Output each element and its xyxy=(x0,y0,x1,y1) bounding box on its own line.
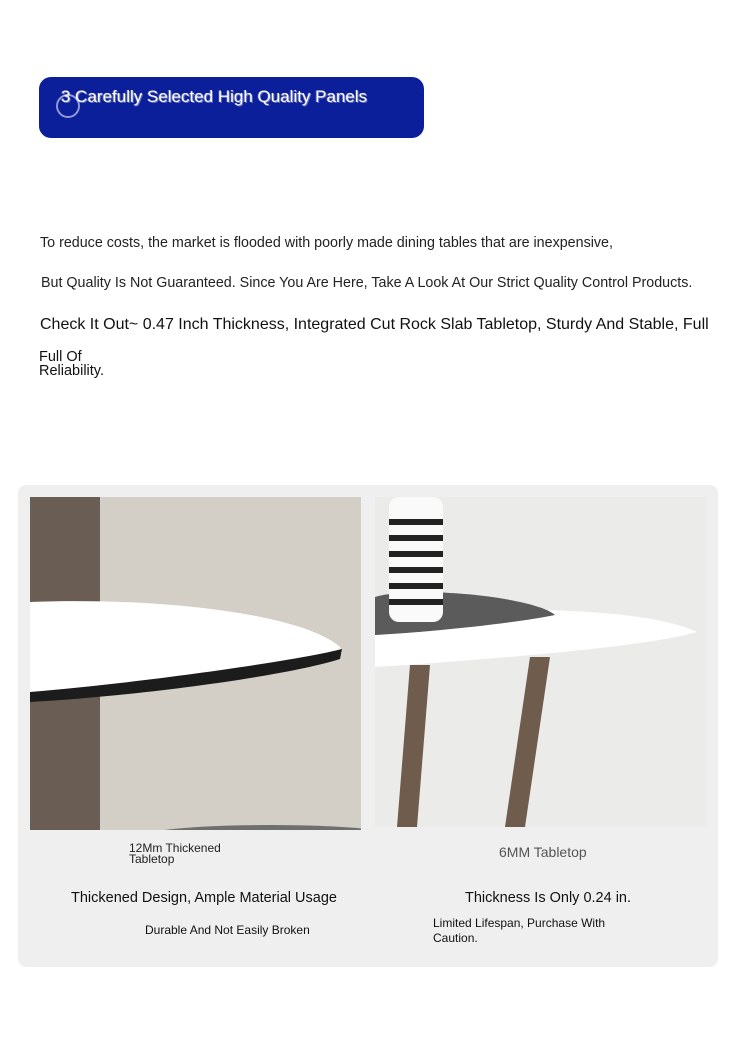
right-feature-desc xyxy=(433,916,605,946)
intro-line-3: Check It Out~ 0.47 Inch Thickness, Integrated Cut Rock Slab Tabletop, Sturdy And Stable, Full xyxy=(40,316,709,333)
thick-tabletop-illustration xyxy=(30,497,361,830)
intro-line-4a: Full Of xyxy=(39,349,82,365)
intro-line-1: To reduce costs, the market is flooded with poorly made dining tables that are inexpensive, xyxy=(40,235,613,251)
right-desc-line-2: Caution. xyxy=(433,931,478,945)
left-label-line-2: Tabletop xyxy=(129,852,175,866)
thin-tabletop-illustration xyxy=(375,497,706,827)
right-feature-title: Thickness Is Only 0.24 in. xyxy=(465,890,632,906)
thin-tabletop-photo xyxy=(375,497,706,827)
intro-line-2: But Quality Is Not Guaranteed. Since You Are Here, Take A Look At Our Strict Quality Control Products. xyxy=(41,275,693,291)
right-desc-line-1: Limited Lifespan, Purchase With xyxy=(433,916,606,930)
left-feature-desc: Durable And Not Easily Broken xyxy=(145,923,310,937)
section-badge xyxy=(39,77,424,138)
right-thickness-label: 6MM Tabletop xyxy=(499,844,587,860)
intro-line-4 xyxy=(39,350,104,378)
left-thickness-label xyxy=(129,843,221,865)
left-feature-title: Thickened Design, Ample Material Usage xyxy=(71,890,337,906)
badge-title: 3 Carefully Selected High Quality Panels xyxy=(61,87,368,106)
left-label-line-1: 12Mm Thickened xyxy=(129,841,221,855)
thick-tabletop-photo xyxy=(30,497,361,830)
intro-line-4b: Reliability. xyxy=(39,363,105,379)
